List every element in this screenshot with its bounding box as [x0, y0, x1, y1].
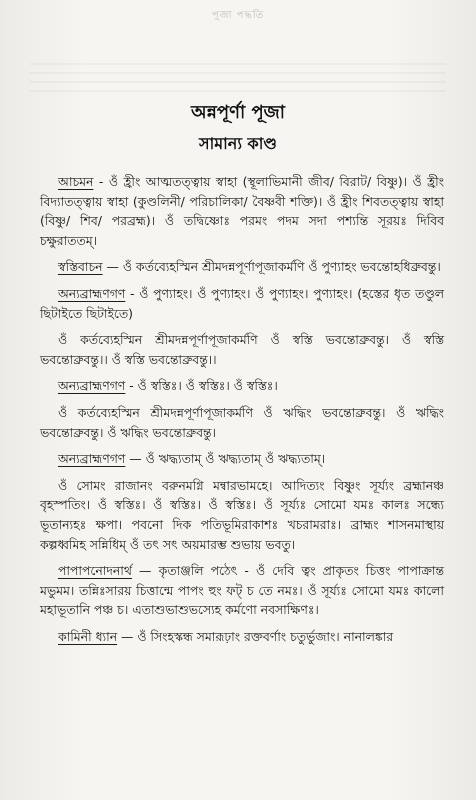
paragraph-brahmans-2 [40, 376, 444, 396]
paragraph-riddhi [40, 403, 444, 442]
paragraph-brahmans-3 [40, 449, 444, 469]
section-label: স্বস্তিবাচন [58, 259, 103, 275]
paragraph-achaman [40, 172, 444, 250]
paragraph-somam [40, 476, 444, 554]
paragraph-swasti [40, 330, 444, 369]
section-label: অন্যব্রাহ্মণগণ [58, 451, 126, 467]
page-title: অন্নপূর্ণা পূজা [191, 102, 285, 123]
paragraph-papapanodan [40, 561, 444, 620]
running-head: পূজা পদ্ধতি [211, 10, 265, 21]
section-label: পাপাপনোদনার্থ [58, 563, 132, 579]
show-through-text [30, 62, 446, 92]
paragraph-text: - ওঁ হ্রীং আত্মতত্ত্বায় স্বাহা (স্থূলাভিমানী জীব/ বিরাট/ বিষ্ণু)। ওঁ হ্রীং বিদ্যাতত্ত্বায় স্বাহা (কুণ্ডলিনী/ পরিচালিকা/ বৈষ্ণবী শক্তি)। ওঁ হ্রীং শিবতত্ত্বায় স্বাহা (বিষ্ণু/ শিব/ পরব্রহ্ম)। ওঁ তদ্বিষ্ণোঃ পরমং পদম সদা পশ্যন্তি সূরয়ঃ দিবিব চক্ষুরাততম্। [40, 174, 444, 248]
section-label: কামিনী ধ্যান [58, 628, 118, 644]
section-label: অন্যব্রাহ্মণগণ [58, 285, 126, 301]
paragraph-text: ওঁ কর্তব্যেহস্মিন শ্রীমদন্নপূর্ণাপূজাকর্মণি ওঁ স্বস্তি ভবন্তোব্রুবন্তু। ওঁ স্বস্তি ভবন্তোব্রুবন্তু।। ওঁ স্বস্তি ভবন্তোব্রুবন্তু।। [40, 332, 444, 367]
paragraph-brahmans-1 [40, 284, 444, 323]
paragraph-text: ওঁ সোমং রাজানং বরুনমগ্নি মন্বারভামহে। আদিত্যং বিষ্ণুং সূর্য্যং ব্রহ্মানঞ্চ বৃহস্পতিং। ওঁ স্বস্তিঃ। ওঁ স্বস্তিঃ। ওঁ স্বস্তিঃ। ওঁ সূর্য্যঃ সোমো যমঃ কালঃ সন্ধ্যে ভূতান্যহঃ ক্ষপা। পবনো দিক পতিভূমিরাকাশঃ খচরামরাঃ। ব্রাহ্মং শাসনমাস্থায় কল্পধ্বমিহ সন্নিধিম্ ওঁ তৎ সৎ অয়মারম্ভ শুভায় ভবতু। [40, 477, 444, 552]
paragraph-text: — কৃতাঞ্জলি পঠেৎ - ওঁ দেবি ত্বং প্রাকৃতং চিত্তং পাপাক্রান্ত মভুমম। তন্নিঃসারয় চিত্তান্মে পাপং হুং ফট্ চ তে নমঃ। ওঁ সূর্য্যঃ সোমো যমঃ কালো মহাভূতানি পঞ্চ চ। এতাশুভাশুভস্যেহ কর্মণো নবসাক্ষিণঃ। [40, 563, 444, 618]
paragraph-text: — ওঁ সিংহস্কন্ধ সমারূঢ়াং রক্তবর্ণাং চতুর্ভুজাং। নানালঙ্কার [117, 628, 394, 644]
paragraph-text: - ওঁ স্বস্তিঃ। ওঁ স্বস্তিঃ। ওঁ স্বস্তিঃ। [125, 378, 278, 394]
paragraph-text: — ওঁ ঋদ্ধ্যতাম্ ওঁ ঋদ্ধ্যতাম্ ওঁ ঋদ্ধ্যতাম্। [125, 451, 326, 467]
paragraph-kamini-dhyan [40, 627, 444, 647]
paragraph-swastibachan [40, 257, 444, 277]
paragraph-text: ওঁ কর্তব্যেহস্মিন শ্রীমদন্নপূর্ণাপূজাকর্মণি ওঁ ঋদ্ধিং ভবন্তোব্রুবন্তু। ওঁ ঋদ্ধিং ভবন্তোব্রুবন্তু। ওঁ ঋদ্ধিং ভবন্তোব্রুবন্তু। [40, 404, 444, 440]
section-label: অন্যব্রাহ্মণগণ [58, 378, 126, 394]
page-subtitle: সামান্য কাণ্ড [199, 134, 277, 153]
paragraph-text: — ওঁ কর্তব্যেহস্মিন শ্রীমদন্নপূর্ণাপূজাকর্মণি ওঁ পুণ্যাহং ভবন্তোহধিব্রুবন্তু। [102, 259, 441, 275]
paragraph-text: - ওঁ পুণ্যাহং। ওঁ পুণ্যাহং। ওঁ পুণ্যাহং। পুণ্যাহং। (হস্তের ধৃত তণ্ডুল ছিটাইতে ছিটাইতে) [40, 285, 444, 321]
section-label: আচমন [58, 174, 94, 189]
page-body [40, 172, 444, 653]
